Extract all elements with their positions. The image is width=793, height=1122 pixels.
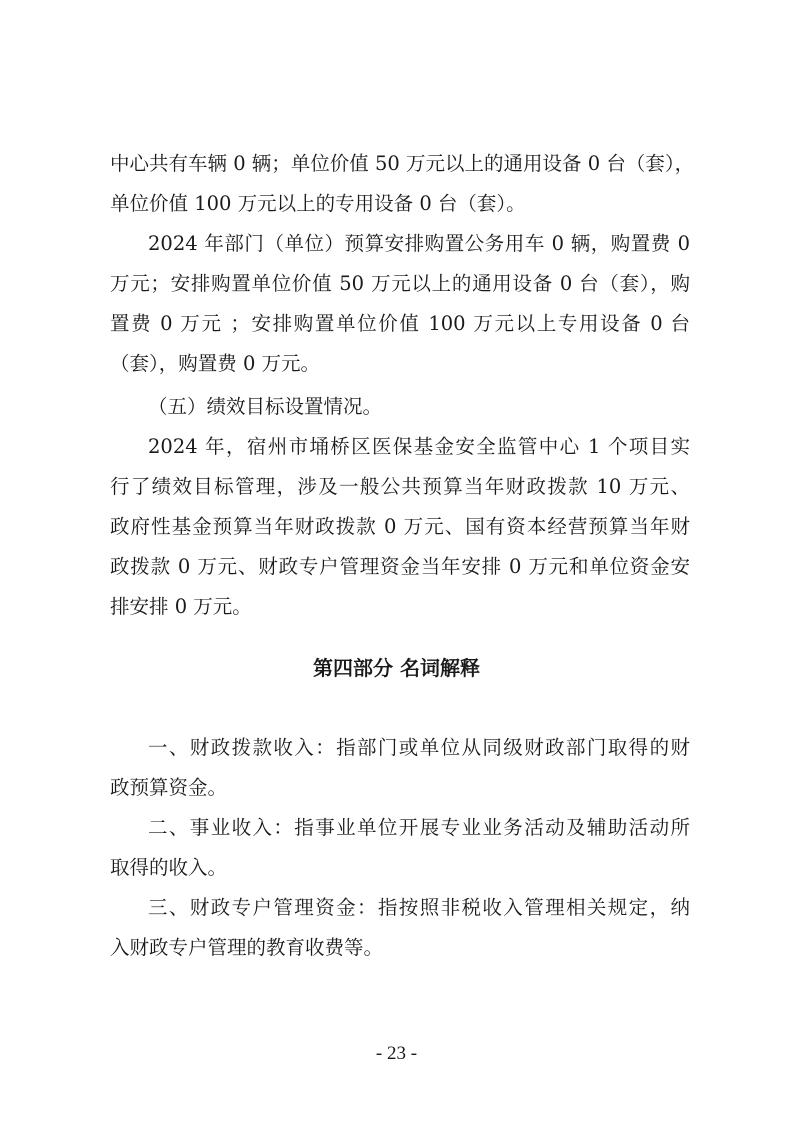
paragraph-line: 政府性基金预算当年财政拨款 0 万元、国有资本经营预算当年财 — [110, 515, 690, 538]
paragraph-line: 单位价值 100 万元以上的专用设备 0 台（套）。 — [110, 192, 526, 215]
section-heading: 第四部分 名词解释 — [313, 656, 480, 680]
paragraph-line: 政拨款 0 万元、财政专户管理资金当年安排 0 万元和单位资金安 — [110, 555, 690, 578]
subsection-title: （五）绩效目标设置情况。 — [148, 395, 383, 418]
definition-line: 取得的收入。 — [110, 856, 228, 879]
paragraph-line: 行了绩效目标管理，涉及一般公共预算当年财政拨款 10 万元、 — [110, 475, 690, 498]
paragraph-line: 2024 年，宿州市埇桥区医保基金安全监管中心 1 个项目实 — [148, 435, 690, 458]
paragraph-line: （套），购置费 0 万元。 — [110, 352, 321, 375]
definition-line: 一、财政拨款收入：指部门或单位从同级财政部门取得的财 — [148, 736, 690, 759]
paragraph-line: 排安排 0 万元。 — [110, 595, 252, 618]
page-number: - 23 - — [375, 1043, 418, 1064]
paragraph-line: 2024 年部门（单位）预算安排购置公务用车 0 辆，购置费 0 — [148, 232, 690, 255]
definition-line: 入财政专户管理的教育收费等。 — [110, 936, 384, 959]
definition-line: 二、事业收入：指事业单位开展专业业务活动及辅助活动所 — [148, 816, 690, 839]
paragraph-line: 置费 0 万元 ；安排购置单位价值 100 万元以上专用设备 0 台 — [110, 312, 690, 335]
paragraph-line: 万元；安排购置单位价值 50 万元以上的通用设备 0 台（套），购 — [110, 272, 690, 295]
definition-line: 三、财政专户管理资金：指按照非税收入管理相关规定，纳 — [148, 896, 690, 919]
paragraph-line: 中心共有车辆 0 辆；单位价值 50 万元以上的通用设备 0 台（套）， — [110, 152, 695, 175]
definition-line: 政预算资金。 — [110, 776, 228, 799]
